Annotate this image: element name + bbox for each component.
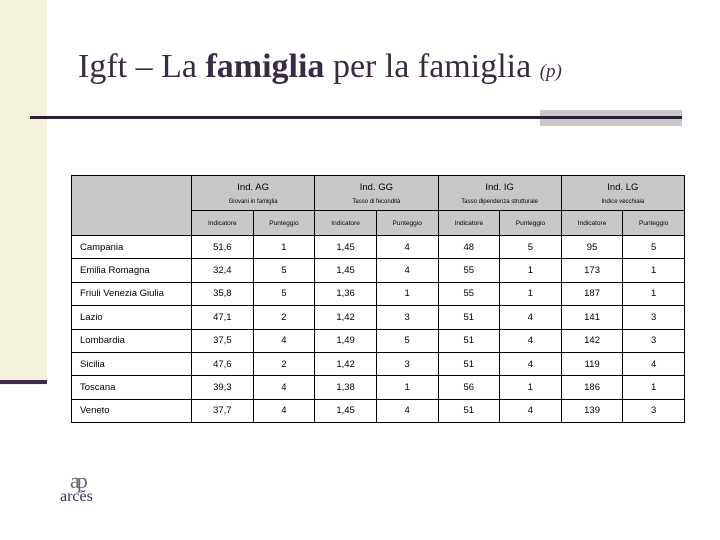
slide-title: [78, 48, 562, 86]
row-region: Emilia Romagna: [72, 259, 192, 282]
cell-value: 5: [623, 236, 685, 259]
cell-value: 39,3: [192, 376, 254, 399]
cell-value: 1: [623, 259, 685, 282]
cell-value: 4: [376, 236, 438, 259]
cell-value: 1,36: [315, 282, 377, 305]
cell-value: 5: [253, 259, 315, 282]
cell-value: 139: [561, 399, 623, 422]
cell-value: 4: [500, 399, 562, 422]
cell-value: 1,38: [315, 376, 377, 399]
group-header-gg: Ind. GG Tasso di fecondità: [315, 176, 438, 211]
cell-value: 142: [561, 329, 623, 352]
cell-value: 1: [253, 236, 315, 259]
group-header-ig: Ind. IG Tasso dipendenza strutturale: [438, 176, 561, 211]
col-label-indicatore: Indicatore: [561, 211, 623, 236]
cell-value: 35,8: [192, 282, 254, 305]
cell-value: 95: [561, 236, 623, 259]
cell-value: 4: [500, 352, 562, 375]
table-row: [72, 236, 685, 259]
cell-value: 1,42: [315, 352, 377, 375]
row-region: Toscana: [72, 376, 192, 399]
cell-value: 3: [623, 329, 685, 352]
row-region: Friuli Venezia Giulia: [72, 282, 192, 305]
cell-value: 2: [253, 352, 315, 375]
cell-value: 5: [376, 329, 438, 352]
table-row: [72, 399, 685, 422]
row-region: Campania: [72, 236, 192, 259]
cell-value: 55: [438, 282, 500, 305]
table-corner: [72, 176, 192, 236]
cell-value: 32,4: [192, 259, 254, 282]
table-row: [72, 376, 685, 399]
cell-value: 47,6: [192, 352, 254, 375]
cell-value: 4: [253, 399, 315, 422]
cell-value: 1,45: [315, 399, 377, 422]
cell-value: 4: [623, 352, 685, 375]
table-row: [72, 259, 685, 282]
title-rule-end: [540, 116, 682, 119]
col-label-punteggio: Punteggio: [376, 211, 438, 236]
cell-value: 186: [561, 376, 623, 399]
title-note: (p): [539, 61, 562, 82]
table-row: [72, 329, 685, 352]
cell-value: 1,49: [315, 329, 377, 352]
cell-value: 4: [253, 329, 315, 352]
row-region: Lazio: [72, 306, 192, 329]
logo-mark: ap: [70, 468, 85, 493]
cell-value: 55: [438, 259, 500, 282]
arces-logo: [60, 468, 106, 508]
cell-value: 51: [438, 329, 500, 352]
side-accent-bar: [0, 380, 47, 384]
cell-value: 3: [376, 306, 438, 329]
cell-value: 4: [376, 259, 438, 282]
col-label-indicatore: Indicatore: [315, 211, 377, 236]
cell-value: 1: [376, 376, 438, 399]
cell-value: 5: [500, 236, 562, 259]
cell-value: 2: [253, 306, 315, 329]
cell-value: 48: [438, 236, 500, 259]
logo-name: arcĕs: [60, 488, 93, 505]
cell-value: 1: [500, 376, 562, 399]
cell-value: 1: [376, 282, 438, 305]
cell-value: 173: [561, 259, 623, 282]
cell-value: 1,45: [315, 259, 377, 282]
cell-value: 1: [623, 376, 685, 399]
col-label-punteggio: Punteggio: [253, 211, 315, 236]
cell-value: 51: [438, 352, 500, 375]
col-label-indicatore: Indicatore: [192, 211, 254, 236]
title-post: per la famiglia: [324, 48, 540, 85]
row-region: Lombardia: [72, 329, 192, 352]
cell-value: 3: [623, 306, 685, 329]
cell-value: 4: [253, 376, 315, 399]
title-pre: Igft – La: [78, 48, 206, 85]
cell-value: 51: [438, 306, 500, 329]
table-row: [72, 306, 685, 329]
cell-value: 187: [561, 282, 623, 305]
title-bold: famiglia: [205, 48, 325, 85]
cell-value: 119: [561, 352, 623, 375]
cell-value: 56: [438, 376, 500, 399]
cell-value: 3: [623, 399, 685, 422]
cell-value: 1: [623, 282, 685, 305]
cell-value: 51,6: [192, 236, 254, 259]
row-region: Veneto: [72, 399, 192, 422]
col-label-punteggio: Punteggio: [500, 211, 562, 236]
group-header-lg: Ind. LG Indice vecchiaia: [561, 176, 684, 211]
cell-value: 3: [376, 352, 438, 375]
cell-value: 1: [500, 282, 562, 305]
cell-value: 4: [500, 329, 562, 352]
group-header-ag: Ind. AG Giovani in famiglia: [192, 176, 315, 211]
cell-value: 37,7: [192, 399, 254, 422]
col-label-indicatore: Indicatore: [438, 211, 500, 236]
row-region: Sicilia: [72, 352, 192, 375]
cell-value: 5: [253, 282, 315, 305]
cell-value: 1,45: [315, 236, 377, 259]
table-row: [72, 282, 685, 305]
cell-value: 4: [376, 399, 438, 422]
cell-value: 47,1: [192, 306, 254, 329]
cell-value: 4: [500, 306, 562, 329]
cell-value: 51: [438, 399, 500, 422]
table-row: [72, 352, 685, 375]
cell-value: 1,42: [315, 306, 377, 329]
cell-value: 141: [561, 306, 623, 329]
cell-value: 37,5: [192, 329, 254, 352]
indicator-table: [71, 175, 685, 423]
cell-value: 1: [500, 259, 562, 282]
side-decoration: [0, 0, 47, 385]
col-label-punteggio: Punteggio: [623, 211, 685, 236]
